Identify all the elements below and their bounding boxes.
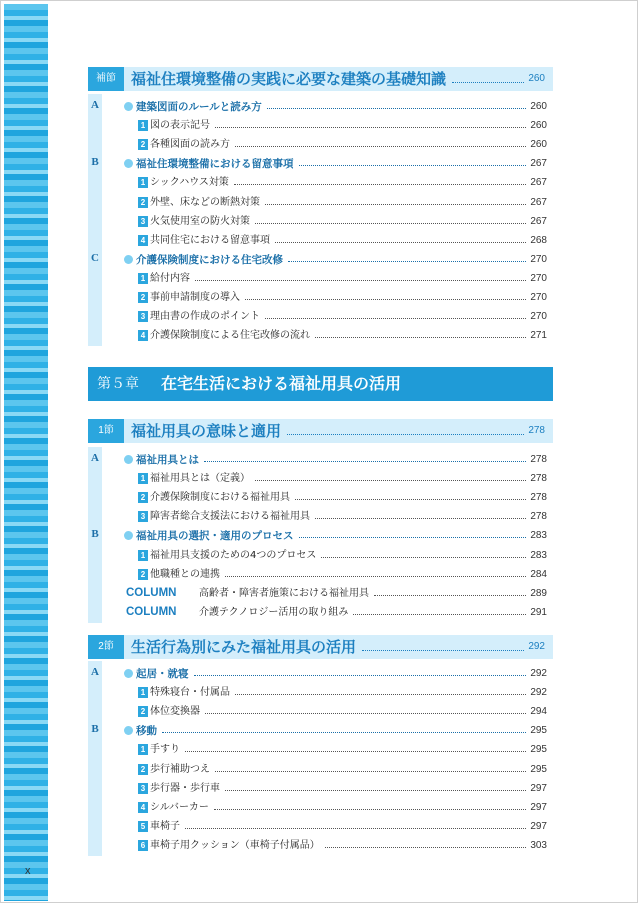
toc-subsection[interactable] bbox=[1, 155, 561, 173]
entry-page-number: 278 bbox=[530, 454, 547, 465]
number-badge-icon: 1 bbox=[138, 687, 148, 698]
leader-dots bbox=[255, 480, 526, 481]
bullet-icon bbox=[124, 531, 133, 540]
number-badge-icon: 6 bbox=[138, 840, 148, 851]
toc-item[interactable] bbox=[1, 194, 561, 212]
entry-title: 移動 bbox=[136, 725, 157, 738]
number-badge-icon: 1 bbox=[138, 273, 148, 284]
entry-page-number: 267 bbox=[530, 215, 547, 227]
number-badge-icon: 2 bbox=[138, 764, 148, 775]
number-badge-icon: 4 bbox=[138, 330, 148, 341]
section-heading bbox=[88, 635, 553, 659]
entry-page-number: 267 bbox=[530, 177, 547, 189]
entry-page-number: 292 bbox=[530, 687, 547, 699]
toc-column[interactable] bbox=[1, 585, 561, 603]
entry-title: シックハウス対策 bbox=[150, 177, 229, 189]
entry-title: 他職種との連携 bbox=[150, 568, 220, 580]
subsection-letter: B bbox=[91, 156, 99, 169]
leader-dots bbox=[225, 576, 526, 577]
number-badge-icon: 5 bbox=[138, 821, 148, 832]
toc-item[interactable] bbox=[1, 270, 561, 288]
entry-title: 歩行器・歩行車 bbox=[150, 782, 220, 794]
leader-dots bbox=[265, 318, 526, 319]
leader-dots bbox=[245, 299, 526, 300]
entry-title: 車椅子 bbox=[150, 820, 180, 832]
number-badge-icon: 2 bbox=[138, 292, 148, 303]
toc-item[interactable] bbox=[1, 508, 561, 526]
entry-title: 建築図面のルールと読み方 bbox=[136, 101, 262, 113]
entry-page-number: 267 bbox=[530, 196, 547, 208]
toc-subsection[interactable] bbox=[1, 251, 561, 269]
toc-item[interactable] bbox=[1, 566, 561, 584]
toc-item[interactable] bbox=[1, 780, 561, 798]
entry-title: 火気使用室の防火対策 bbox=[150, 215, 250, 227]
entry-title: 共同住宅における留意事項 bbox=[150, 234, 270, 246]
entry-title: 福祉用具とは bbox=[136, 454, 199, 466]
toc-subsection[interactable] bbox=[1, 98, 561, 116]
toc-item[interactable] bbox=[1, 117, 561, 135]
entry-page-number: 270 bbox=[530, 292, 547, 303]
number-badge-icon: 2 bbox=[138, 197, 148, 208]
entry-page-number: 267 bbox=[530, 158, 547, 170]
number-badge-icon: 2 bbox=[138, 706, 148, 717]
column-label: COLUMN bbox=[126, 605, 177, 618]
leader-dots bbox=[452, 82, 524, 84]
toc-item[interactable] bbox=[1, 174, 561, 192]
number-badge-icon: 1 bbox=[138, 473, 148, 484]
leader-dots bbox=[325, 847, 527, 848]
bullet-icon bbox=[124, 455, 133, 464]
entry-page-number: 292 bbox=[530, 668, 547, 679]
leader-dots bbox=[205, 713, 526, 714]
entry-title: 事前申請制度の導入 bbox=[150, 292, 240, 303]
entry-title: 各種図面の読み方 bbox=[150, 139, 230, 151]
entry-title: 給付内容 bbox=[150, 272, 190, 284]
leader-dots bbox=[235, 694, 526, 695]
chapter-number: 第５章 bbox=[97, 376, 139, 392]
section-tag: 1節 bbox=[88, 419, 124, 443]
entry-title: 理由書の作成のポイント bbox=[150, 311, 260, 323]
entry-page-number: 284 bbox=[530, 568, 547, 580]
number-badge-icon: 2 bbox=[138, 569, 148, 580]
entry-page-number: 270 bbox=[530, 272, 547, 284]
subsection-letter: A bbox=[91, 452, 99, 464]
section-title: 生活行為別にみた福祉用具の活用 bbox=[131, 638, 357, 656]
entry-title: 外壁、床などの断熱対策 bbox=[150, 196, 260, 208]
toc-item[interactable] bbox=[1, 761, 561, 779]
leader-dots bbox=[288, 261, 526, 262]
entry-title: 福祉用具支援のための4つのプロセス bbox=[150, 549, 317, 561]
leader-dots bbox=[353, 614, 526, 615]
section-title: 福祉住環境整備の実践に必要な建築の基礎知識 bbox=[131, 70, 447, 88]
leader-dots bbox=[295, 499, 526, 500]
bullet-icon bbox=[124, 102, 133, 111]
entry-page-number: 297 bbox=[530, 820, 547, 832]
leader-dots bbox=[204, 461, 526, 462]
number-badge-icon: 2 bbox=[138, 492, 148, 503]
entry-title: 福祉用具の選択・適用のプロセス bbox=[136, 530, 294, 543]
toc-subsection[interactable] bbox=[1, 451, 561, 469]
entry-page-number: 278 bbox=[530, 492, 547, 504]
entry-page-number: 283 bbox=[530, 530, 547, 542]
leader-dots bbox=[195, 280, 526, 281]
entry-page-number: 270 bbox=[530, 253, 547, 265]
subsection-letter: A bbox=[91, 99, 99, 111]
section-page-number: 278 bbox=[528, 425, 545, 436]
entry-title: 特殊寝台・付属品 bbox=[150, 687, 230, 699]
subsection-letter: B bbox=[91, 723, 99, 736]
toc-item[interactable] bbox=[1, 308, 561, 326]
section-tag: 2節 bbox=[88, 635, 124, 659]
entry-page-number: 278 bbox=[530, 511, 547, 523]
page-number: x bbox=[25, 865, 31, 877]
leader-dots bbox=[265, 204, 526, 205]
toc-item[interactable] bbox=[1, 837, 561, 855]
entry-page-number: 295 bbox=[530, 725, 547, 737]
section-title: 福祉用具の意味と適用 bbox=[131, 422, 282, 440]
toc-item[interactable] bbox=[1, 327, 561, 345]
bullet-icon bbox=[124, 159, 133, 168]
entry-title: 介護保険制度による住宅改修の流れ bbox=[150, 330, 310, 342]
leader-dots bbox=[194, 675, 527, 676]
entry-page-number: 260 bbox=[530, 139, 547, 151]
entry-title: 福祉用具とは（定義） bbox=[150, 473, 250, 485]
leader-dots bbox=[185, 828, 526, 829]
entry-page-number: 271 bbox=[530, 330, 547, 342]
leader-dots bbox=[234, 184, 526, 185]
entry-title: 福祉住環境整備における留意事項 bbox=[136, 158, 294, 171]
leader-dots bbox=[225, 790, 526, 791]
toc-item[interactable] bbox=[1, 703, 561, 721]
toc-item[interactable] bbox=[1, 213, 561, 231]
section-page-number: 292 bbox=[528, 641, 545, 652]
toc-subsection[interactable] bbox=[1, 722, 561, 740]
entry-title: シルバーカー bbox=[150, 801, 209, 813]
toc-item[interactable] bbox=[1, 136, 561, 154]
leader-dots bbox=[215, 771, 526, 772]
bullet-icon bbox=[124, 726, 133, 735]
toc-item[interactable] bbox=[1, 818, 561, 836]
leader-dots bbox=[267, 108, 527, 109]
entry-page-number: 260 bbox=[530, 120, 547, 132]
entry-page-number: 297 bbox=[530, 782, 547, 794]
entry-title: 車椅子用クッション（車椅子付属品） bbox=[150, 839, 320, 851]
entry-title: 図の表示記号 bbox=[150, 120, 210, 132]
entry-page-number: 289 bbox=[530, 587, 547, 599]
subsection-letter: C bbox=[91, 251, 99, 264]
leader-dots bbox=[215, 127, 526, 128]
subsection-letter: A bbox=[91, 666, 99, 678]
toc-item[interactable] bbox=[1, 741, 561, 759]
entry-page-number: 303 bbox=[530, 839, 547, 851]
number-badge-icon: 3 bbox=[138, 216, 148, 227]
number-badge-icon: 1 bbox=[138, 550, 148, 561]
toc-item[interactable] bbox=[1, 684, 561, 702]
number-badge-icon: 1 bbox=[138, 120, 148, 131]
leader-dots bbox=[162, 732, 526, 733]
toc-item[interactable] bbox=[1, 470, 561, 488]
toc-item[interactable] bbox=[1, 547, 561, 565]
number-badge-icon: 1 bbox=[138, 744, 148, 755]
leader-dots bbox=[299, 165, 527, 166]
entry-page-number: 260 bbox=[530, 101, 547, 112]
chapter-title: 在宅生活における福祉用具の活用 bbox=[161, 374, 402, 393]
entry-page-number: 268 bbox=[530, 234, 547, 246]
section-page-number: 260 bbox=[528, 73, 545, 84]
section-tag: 補節 bbox=[88, 67, 124, 91]
leader-dots bbox=[235, 146, 526, 147]
toc-item[interactable] bbox=[1, 289, 561, 307]
leader-dots bbox=[374, 595, 526, 596]
bullet-icon bbox=[124, 255, 133, 264]
entry-page-number: 295 bbox=[530, 744, 547, 756]
toc-subsection[interactable] bbox=[1, 527, 561, 545]
entry-page-number: 297 bbox=[530, 801, 547, 813]
entry-page-number: 294 bbox=[530, 706, 547, 718]
leader-dots bbox=[315, 518, 526, 519]
entry-page-number: 278 bbox=[530, 473, 547, 485]
toc-item[interactable] bbox=[1, 489, 561, 507]
toc-item[interactable] bbox=[1, 799, 561, 817]
toc-item[interactable] bbox=[1, 232, 561, 250]
entry-title: 手すり bbox=[150, 744, 180, 756]
subsection-letter: B bbox=[91, 528, 99, 541]
number-badge-icon: 1 bbox=[138, 177, 148, 188]
leader-dots bbox=[275, 242, 526, 243]
section-heading bbox=[88, 419, 553, 443]
leader-dots bbox=[287, 434, 524, 436]
leader-dots bbox=[185, 751, 526, 752]
chapter-heading bbox=[88, 367, 553, 401]
leader-dots bbox=[299, 537, 527, 538]
number-badge-icon: 3 bbox=[138, 511, 148, 522]
entry-title: 介護保険制度における福祉用具 bbox=[150, 492, 290, 504]
section-heading bbox=[88, 67, 553, 91]
number-badge-icon: 2 bbox=[138, 139, 148, 150]
column-label: COLUMN bbox=[126, 586, 177, 599]
entry-title: 介護保険制度における住宅改修 bbox=[136, 253, 283, 266]
toc-column[interactable] bbox=[1, 604, 561, 622]
leader-dots bbox=[255, 223, 526, 224]
number-badge-icon: 3 bbox=[138, 311, 148, 322]
entry-title: 体位変換器 bbox=[150, 706, 200, 718]
toc-subsection[interactable] bbox=[1, 665, 561, 683]
entry-title: 高齢者・障害者施策における福祉用具 bbox=[199, 587, 369, 599]
leader-dots bbox=[362, 650, 524, 652]
leader-dots bbox=[214, 809, 526, 810]
leader-dots bbox=[315, 337, 526, 338]
number-badge-icon: 3 bbox=[138, 783, 148, 794]
entry-page-number: 295 bbox=[530, 763, 547, 775]
entry-title: 介護テクノロジー活用の取り組み bbox=[199, 606, 349, 618]
number-badge-icon: 4 bbox=[138, 235, 148, 246]
bullet-icon bbox=[124, 669, 133, 678]
entry-page-number: 270 bbox=[530, 311, 547, 323]
entry-page-number: 283 bbox=[530, 549, 547, 561]
entry-page-number: 291 bbox=[530, 606, 547, 618]
entry-title: 障害者総合支援法における福祉用具 bbox=[150, 511, 310, 523]
entry-title: 歩行補助つえ bbox=[150, 763, 210, 775]
leader-dots bbox=[321, 557, 526, 558]
entry-title: 起居・就寝 bbox=[136, 668, 189, 680]
number-badge-icon: 4 bbox=[138, 802, 148, 813]
